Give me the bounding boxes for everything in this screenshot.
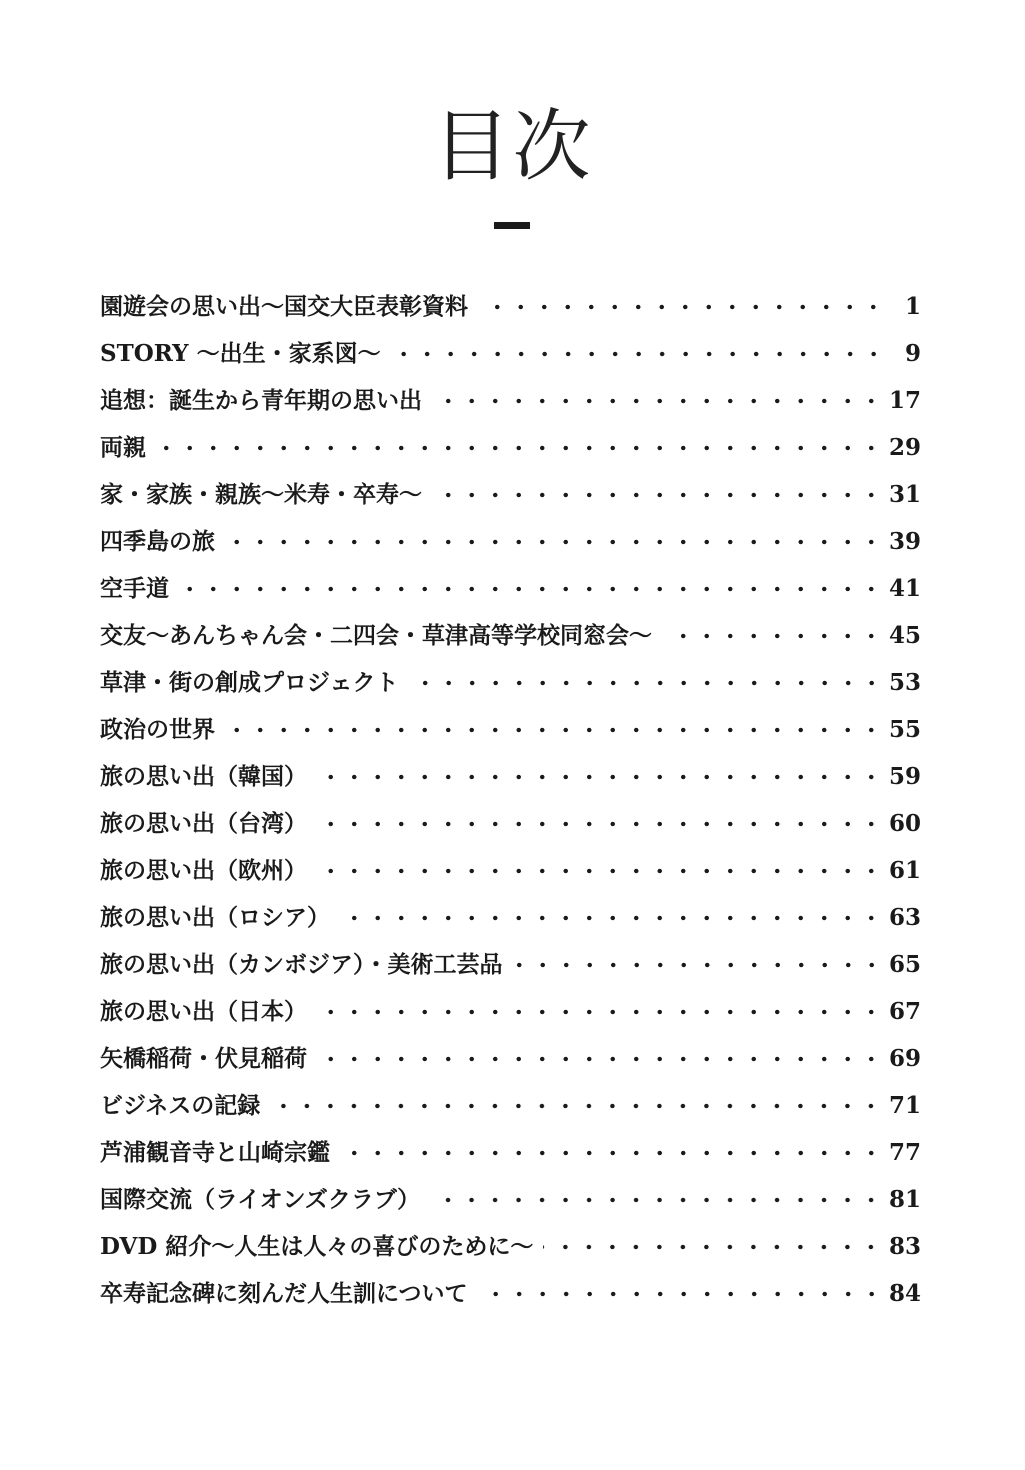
dot-leader bbox=[432, 389, 883, 413]
toc-entry[interactable] bbox=[100, 800, 921, 847]
toc-entry-page: 1 bbox=[891, 295, 921, 318]
toc-entry-page: 83 bbox=[888, 1233, 921, 1260]
toc-entry[interactable] bbox=[100, 941, 921, 988]
toc-entry-page: 67 bbox=[888, 998, 921, 1025]
toc-entry-page: 71 bbox=[888, 1092, 921, 1119]
toc-entry[interactable] bbox=[100, 1035, 921, 1082]
toc-entry[interactable] bbox=[100, 1223, 921, 1270]
toc-entry-title: 卒寿記念碑に刻んだ人生訓について bbox=[100, 1282, 472, 1305]
toc-entry-title: 矢橋稲荷・伏見稲荷 bbox=[100, 1047, 311, 1070]
toc-entry-title: 両親 bbox=[100, 436, 150, 459]
toc-entry-title: 空手道 bbox=[100, 577, 173, 600]
dot-leader bbox=[662, 624, 883, 648]
toc-entry-title: 交友〜あんちゃん会・二四会・草津高等学校同窓会〜 bbox=[100, 624, 656, 647]
toc-entry[interactable] bbox=[100, 283, 921, 330]
dot-leader bbox=[156, 436, 883, 460]
toc-entry-title: 旅の思い出（ロシア） bbox=[100, 906, 334, 929]
toc-entry-title: 家・家族・親族〜米寿・卒寿〜 bbox=[100, 483, 426, 506]
dot-leader bbox=[340, 906, 883, 930]
toc-entry-page: 55 bbox=[888, 716, 921, 743]
dot-leader bbox=[270, 1094, 883, 1118]
toc-entry[interactable] bbox=[100, 659, 921, 706]
page-title: 目次 bbox=[432, 102, 593, 192]
dot-leader bbox=[391, 342, 885, 366]
toc-entry-page: 61 bbox=[888, 857, 921, 884]
toc-entry-title: DVD 紹介〜人生は人々の喜びのために〜 bbox=[100, 1235, 537, 1258]
toc-entry[interactable] bbox=[100, 471, 921, 518]
dot-leader bbox=[225, 530, 883, 554]
toc-entry[interactable] bbox=[100, 753, 921, 800]
toc-entry-page: 59 bbox=[888, 763, 921, 790]
toc-entry-title: 旅の思い出（韓国） bbox=[100, 765, 311, 788]
toc-entry[interactable] bbox=[100, 988, 921, 1035]
toc-entry-title: 園遊会の思い出〜国交大臣表彰資料 bbox=[100, 295, 472, 318]
toc-entry-page: 17 bbox=[888, 387, 921, 414]
dot-leader bbox=[513, 953, 883, 977]
toc-entry-page: 39 bbox=[888, 528, 921, 555]
dot-leader bbox=[478, 1282, 883, 1306]
toc-entry-title: 四季島の旅 bbox=[100, 530, 219, 553]
dot-leader bbox=[317, 859, 883, 883]
dot-leader bbox=[340, 1141, 883, 1165]
toc-entry-page: 77 bbox=[888, 1139, 921, 1166]
dot-leader bbox=[317, 812, 883, 836]
toc-entry-title: 旅の思い出（カンボジア）・美術工芸品 bbox=[100, 953, 507, 976]
toc-entry[interactable] bbox=[100, 1176, 921, 1223]
toc-entry-title: 旅の思い出（日本） bbox=[100, 1000, 311, 1023]
toc-entry[interactable] bbox=[100, 894, 921, 941]
table-of-contents bbox=[100, 283, 921, 1317]
toc-entry-title: STORY 〜出生・家系図〜 bbox=[100, 342, 385, 365]
toc-entry[interactable] bbox=[100, 612, 921, 659]
toc-entry[interactable] bbox=[100, 424, 921, 471]
toc-entry[interactable] bbox=[100, 330, 921, 377]
toc-entry-title: 追想：誕生から青年期の思い出 bbox=[100, 389, 426, 412]
toc-entry[interactable] bbox=[100, 847, 921, 894]
toc-entry-title: 旅の思い出（台湾） bbox=[100, 812, 311, 835]
toc-entry[interactable] bbox=[100, 1270, 921, 1317]
toc-entry[interactable] bbox=[100, 1129, 921, 1176]
toc-entry-title: 国際交流（ライオンズクラブ） bbox=[100, 1188, 424, 1211]
toc-entry-page: 60 bbox=[888, 810, 921, 837]
toc-entry[interactable] bbox=[100, 377, 921, 424]
toc-entry[interactable] bbox=[100, 518, 921, 565]
dot-leader bbox=[179, 577, 883, 601]
dot-leader bbox=[432, 483, 883, 507]
dot-leader bbox=[478, 295, 885, 319]
toc-entry-page: 31 bbox=[888, 481, 921, 508]
toc-entry[interactable] bbox=[100, 1082, 921, 1129]
dot-leader bbox=[409, 671, 883, 695]
toc-entry-page: 81 bbox=[888, 1186, 921, 1213]
dot-leader bbox=[317, 1047, 883, 1071]
title-underline bbox=[494, 222, 530, 229]
toc-entry-page: 53 bbox=[888, 669, 921, 696]
toc-entry-page: 69 bbox=[888, 1045, 921, 1072]
toc-entry-page: 9 bbox=[891, 342, 921, 365]
toc-entry-title: 草津・街の創成プロジェクト bbox=[100, 671, 403, 694]
toc-entry-title: 旅の思い出（欧州） bbox=[100, 859, 311, 882]
dot-leader bbox=[317, 765, 883, 789]
dot-leader bbox=[430, 1188, 883, 1212]
toc-entry[interactable] bbox=[100, 565, 921, 612]
toc-entry-page: 41 bbox=[888, 575, 921, 602]
toc-entry-title: 芦浦観音寺と山崎宗鑑 bbox=[100, 1141, 334, 1164]
dot-leader bbox=[225, 718, 883, 742]
toc-entry-page: 84 bbox=[888, 1280, 921, 1307]
toc-entry-page: 45 bbox=[888, 622, 921, 649]
dot-leader bbox=[317, 1000, 883, 1024]
toc-entry-page: 29 bbox=[888, 434, 921, 461]
toc-entry-title: 政治の世界 bbox=[100, 718, 219, 741]
toc-entry-page: 65 bbox=[888, 951, 921, 978]
dot-leader bbox=[543, 1235, 883, 1259]
toc-entry-page: 63 bbox=[888, 904, 921, 931]
toc-entry[interactable] bbox=[100, 706, 921, 753]
toc-entry-title: ビジネスの記録 bbox=[100, 1094, 264, 1117]
